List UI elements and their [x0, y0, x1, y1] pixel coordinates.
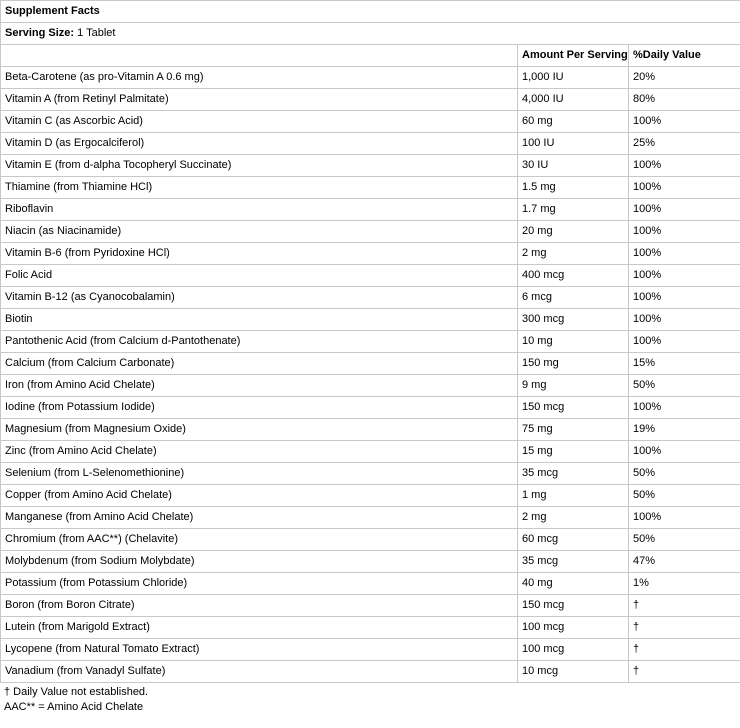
- column-header-row: [1, 45, 740, 67]
- nutrient-name: Potassium (from Potassium Chloride): [1, 573, 518, 595]
- daily-value: †: [629, 661, 740, 683]
- table-row: [1, 617, 740, 639]
- amount-per-serving: 1,000 IU: [518, 67, 629, 89]
- daily-value: 100%: [629, 221, 740, 243]
- table-row: [1, 111, 740, 133]
- daily-value: 100%: [629, 331, 740, 353]
- daily-value: 20%: [629, 67, 740, 89]
- table-row: [1, 89, 740, 111]
- nutrient-name: Vanadium (from Vanadyl Sulfate): [1, 661, 518, 683]
- nutrient-name: Beta-Carotene (as pro-Vitamin A 0.6 mg): [1, 67, 518, 89]
- amount-per-serving: 100 IU: [518, 133, 629, 155]
- daily-value: 50%: [629, 375, 740, 397]
- daily-value: 15%: [629, 353, 740, 375]
- amount-per-serving: 100 mcg: [518, 639, 629, 661]
- table-row: [1, 485, 740, 507]
- amount-per-serving: 300 mcg: [518, 309, 629, 331]
- table-row: [1, 551, 740, 573]
- daily-value: 100%: [629, 309, 740, 331]
- table-row: [1, 133, 740, 155]
- amount-per-serving: 4,000 IU: [518, 89, 629, 111]
- nutrient-name: Vitamin A (from Retinyl Palmitate): [1, 89, 518, 111]
- amount-per-serving: 40 mg: [518, 573, 629, 595]
- amount-per-serving: 60 mcg: [518, 529, 629, 551]
- daily-value: †: [629, 639, 740, 661]
- table-row: [1, 507, 740, 529]
- nutrient-name: Selenium (from L-Selenomethionine): [1, 463, 518, 485]
- table-row: [1, 661, 740, 683]
- nutrient-name: Copper (from Amino Acid Chelate): [1, 485, 518, 507]
- amount-per-serving: 2 mg: [518, 243, 629, 265]
- nutrient-name: Manganese (from Amino Acid Chelate): [1, 507, 518, 529]
- daily-value: 100%: [629, 155, 740, 177]
- table-row: [1, 309, 740, 331]
- nutrient-name: Vitamin B-6 (from Pyridoxine HCl): [1, 243, 518, 265]
- table-row: [1, 441, 740, 463]
- nutrient-name: Folic Acid: [1, 265, 518, 287]
- amount-per-serving: 6 mcg: [518, 287, 629, 309]
- amount-per-serving: 100 mcg: [518, 617, 629, 639]
- daily-value: 100%: [629, 507, 740, 529]
- daily-value: 50%: [629, 463, 740, 485]
- daily-value: 100%: [629, 287, 740, 309]
- amount-per-serving: 2 mg: [518, 507, 629, 529]
- daily-value: 100%: [629, 177, 740, 199]
- nutrient-name: Vitamin C (as Ascorbic Acid): [1, 111, 518, 133]
- table-row: [1, 221, 740, 243]
- serving-size: [1, 23, 740, 45]
- amount-per-serving: 60 mg: [518, 111, 629, 133]
- footnote-line: AAC** = Amino Acid Chelate: [4, 701, 144, 713]
- amount-per-serving: 1.7 mg: [518, 199, 629, 221]
- footnotes: [0, 683, 740, 715]
- amount-per-serving: 30 IU: [518, 155, 629, 177]
- column-header-amount: Amount Per Serving: [518, 45, 629, 67]
- nutrient-name: Lutein (from Marigold Extract): [1, 617, 518, 639]
- daily-value: 25%: [629, 133, 740, 155]
- daily-value: 1%: [629, 573, 740, 595]
- nutrient-name: Iron (from Amino Acid Chelate): [1, 375, 518, 397]
- nutrient-name: Pantothenic Acid (from Calcium d-Pantothenate): [1, 331, 518, 353]
- table-title: Supplement Facts: [1, 1, 740, 23]
- amount-per-serving: 35 mcg: [518, 551, 629, 573]
- daily-value: 100%: [629, 265, 740, 287]
- nutrient-name: Biotin: [1, 309, 518, 331]
- nutrient-name: Lycopene (from Natural Tomato Extract): [1, 639, 518, 661]
- nutrient-name: Riboflavin: [1, 199, 518, 221]
- nutrient-name: Boron (from Boron Citrate): [1, 595, 518, 617]
- nutrient-name: Magnesium (from Magnesium Oxide): [1, 419, 518, 441]
- table-row: [1, 529, 740, 551]
- amount-per-serving: 75 mg: [518, 419, 629, 441]
- daily-value: 100%: [629, 441, 740, 463]
- table-row: [1, 375, 740, 397]
- column-header-daily-value: %Daily Value: [629, 45, 740, 67]
- amount-per-serving: 20 mg: [518, 221, 629, 243]
- column-header-nutrient: [1, 45, 518, 67]
- daily-value: †: [629, 617, 740, 639]
- amount-per-serving: 15 mg: [518, 441, 629, 463]
- table-row: [1, 573, 740, 595]
- nutrient-name: Molybdenum (from Sodium Molybdate): [1, 551, 518, 573]
- daily-value: 100%: [629, 397, 740, 419]
- nutrient-name: Vitamin E (from d-alpha Tocopheryl Succinate): [1, 155, 518, 177]
- daily-value: 50%: [629, 485, 740, 507]
- daily-value: 80%: [629, 89, 740, 111]
- amount-per-serving: 150 mcg: [518, 397, 629, 419]
- serving-size-value: 1 Tablet: [77, 27, 116, 39]
- table-row: [1, 639, 740, 661]
- table-row: [1, 353, 740, 375]
- nutrient-name: Chromium (from AAC**) (Chelavite): [1, 529, 518, 551]
- table-row: [1, 595, 740, 617]
- table-row: [1, 397, 740, 419]
- nutrient-name: Vitamin D (as Ergocalciferol): [1, 133, 518, 155]
- amount-per-serving: 9 mg: [518, 375, 629, 397]
- table-row: [1, 155, 740, 177]
- daily-value: 50%: [629, 529, 740, 551]
- nutrient-name: Thiamine (from Thiamine HCl): [1, 177, 518, 199]
- nutrient-name: Iodine (from Potassium Iodide): [1, 397, 518, 419]
- table-row: [1, 243, 740, 265]
- daily-value: 100%: [629, 243, 740, 265]
- table-row: [1, 331, 740, 353]
- table-row: [1, 199, 740, 221]
- amount-per-serving: 35 mcg: [518, 463, 629, 485]
- daily-value: †: [629, 595, 740, 617]
- nutrient-name: Niacin (as Niacinamide): [1, 221, 518, 243]
- nutrient-name: Zinc (from Amino Acid Chelate): [1, 441, 518, 463]
- amount-per-serving: 150 mg: [518, 353, 629, 375]
- daily-value: 47%: [629, 551, 740, 573]
- amount-per-serving: 400 mcg: [518, 265, 629, 287]
- amount-per-serving: 10 mcg: [518, 661, 629, 683]
- amount-per-serving: 10 mg: [518, 331, 629, 353]
- table-row: [1, 287, 740, 309]
- nutrient-name: Vitamin B-12 (as Cyanocobalamin): [1, 287, 518, 309]
- daily-value: 100%: [629, 111, 740, 133]
- amount-per-serving: 1.5 mg: [518, 177, 629, 199]
- footnote-line: † Daily Value not established.: [4, 686, 149, 698]
- serving-size-label: Serving Size:: [5, 27, 75, 39]
- table-row: [1, 463, 740, 485]
- daily-value: 19%: [629, 419, 740, 441]
- nutrient-name: Calcium (from Calcium Carbonate): [1, 353, 518, 375]
- daily-value: 100%: [629, 199, 740, 221]
- amount-per-serving: 1 mg: [518, 485, 629, 507]
- table-row: [1, 419, 740, 441]
- table-row: [1, 265, 740, 287]
- table-row: [1, 177, 740, 199]
- amount-per-serving: 150 mcg: [518, 595, 629, 617]
- table-row: [1, 67, 740, 89]
